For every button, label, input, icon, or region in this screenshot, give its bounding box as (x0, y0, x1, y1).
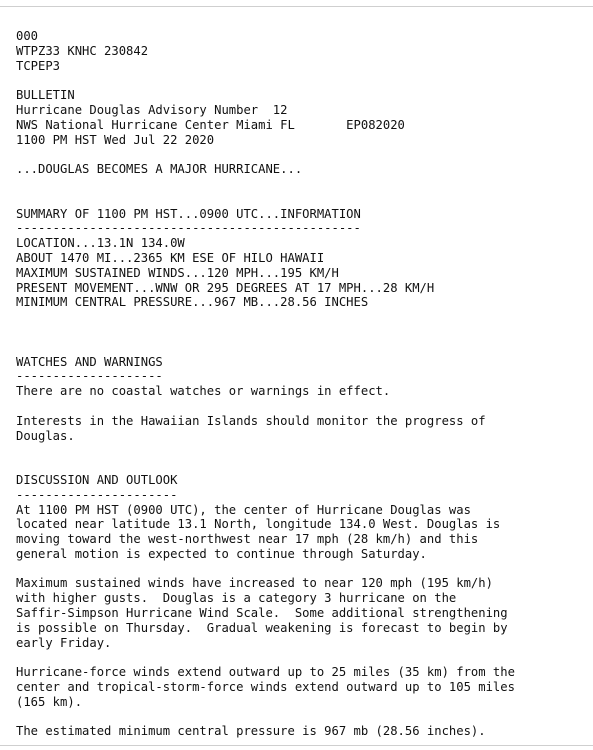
discussion-text: located near latitude 13.1 North, longitude 134.0 West. Douglas is (16, 517, 501, 532)
discussion-text: Maximum sustained winds have increased to near 120 mph (195 km/h) (16, 576, 493, 591)
blank-line (16, 73, 586, 88)
headline: ...DOUGLAS BECOMES A MAJOR HURRICANE... (16, 162, 303, 177)
header-line: WTPZ33 KNHC 230842 (16, 43, 149, 58)
watches-heading: WATCHES AND WARNINGS (16, 354, 163, 369)
watches-text: Douglas. (16, 428, 75, 443)
discussion-text: (165 km). (16, 694, 83, 709)
discussion-text: general motion is expected to continue through Saturday. (16, 546, 427, 561)
summary-max-winds: MAXIMUM SUSTAINED WINDS...120 MPH...195 KM/H (16, 265, 339, 280)
discussion-text: At 1100 PM HST (0900 UTC), the center of Hurricane Douglas was (16, 502, 471, 517)
blank-line (16, 650, 586, 665)
bottom-divider (0, 745, 593, 746)
discussion-text: Hurricane-force winds extend outward up to 25 miles (35 km) from the (16, 665, 515, 680)
discussion-text: is possible on Thursday. Gradual weakening is forecast to begin by (16, 620, 508, 635)
header-line: TCPEP3 (16, 58, 61, 73)
summary-movement: PRESENT MOVEMENT...WNW OR 295 DEGREES AT 17 MPH...28 KM/H (16, 280, 435, 295)
discussion-text: with higher gusts. Douglas is a category 3 hurricane on the (16, 591, 457, 606)
summary-location: LOCATION...13.1N 134.0W (16, 236, 185, 251)
blank-line (16, 562, 586, 577)
blank-line (16, 192, 586, 207)
discussion-text: early Friday. (16, 635, 112, 650)
summary-underline: ----------------------------------------------- (16, 221, 361, 236)
discussion-heading: DISCUSSION AND OUTLOOK (16, 472, 178, 487)
summary-heading: SUMMARY OF 1100 PM HST...0900 UTC...INFORMATION (16, 206, 361, 221)
blank-line (16, 710, 586, 725)
discussion-text: The estimated minimum central pressure is 967 mb (28.56 inches). (16, 724, 486, 739)
blank-line (16, 177, 586, 192)
blank-line (16, 325, 586, 340)
blank-line (16, 443, 586, 458)
blank-line (16, 458, 586, 473)
bulletin-label: BULLETIN (16, 88, 75, 103)
header-line: 000 (16, 29, 39, 43)
top-divider (0, 6, 593, 7)
blank-line (16, 147, 586, 162)
issued-time: 1100 PM HST Wed Jul 22 2020 (16, 132, 215, 147)
watches-text: Interests in the Hawaiian Islands should monitor the progress of (16, 413, 486, 428)
issuer-line: NWS National Hurricane Center Miami FL EP082020 (16, 117, 405, 132)
discussion-text: moving toward the west-northwest near 17 mph (28 km/h) and this (16, 532, 479, 547)
discussion-underline: ---------------------- (16, 487, 178, 502)
summary-pressure: MINIMUM CENTRAL PRESSURE...967 MB...28.56 INCHES (16, 295, 369, 310)
watches-text: There are no coastal watches or warnings in effect. (16, 384, 391, 399)
advisory-text (16, 29, 586, 739)
blank-line (16, 340, 586, 355)
discussion-text: Saffir-Simpson Hurricane Wind Scale. Some additional strengthening (16, 606, 508, 621)
discussion-text: center and tropical-storm-force winds extend outward up to 105 miles (16, 680, 515, 695)
watches-underline: -------------------- (16, 369, 163, 384)
blank-line (16, 399, 586, 414)
advisory-title: Hurricane Douglas Advisory Number 12 (16, 102, 288, 117)
summary-distance: ABOUT 1470 MI...2365 KM ESE OF HILO HAWAII (16, 250, 325, 265)
blank-line (16, 310, 586, 325)
